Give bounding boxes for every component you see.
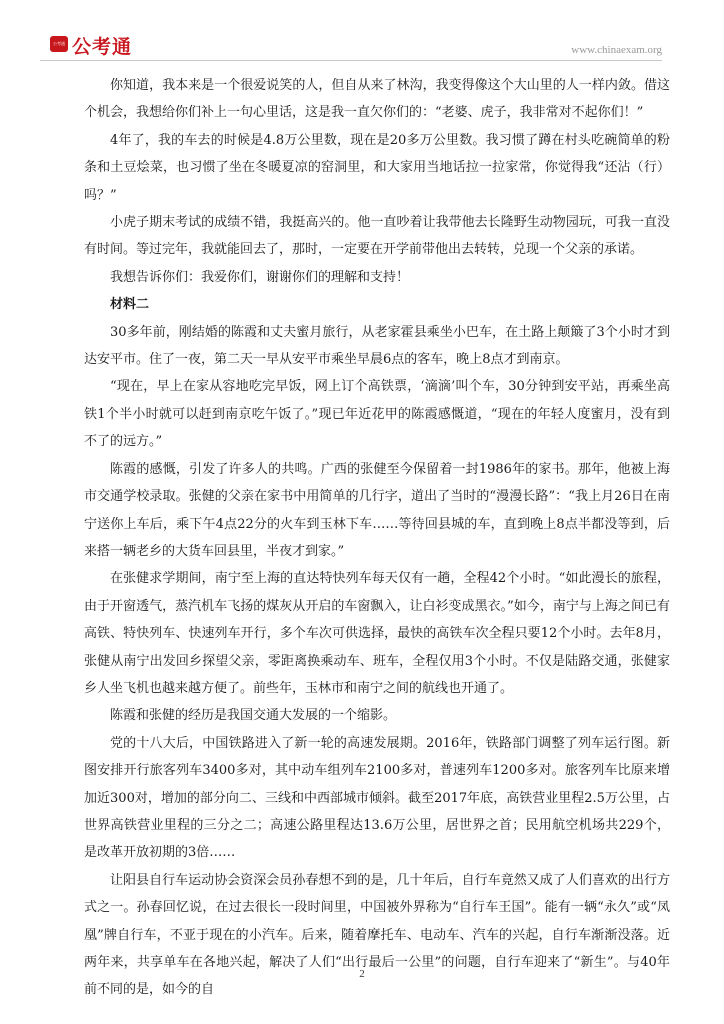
paragraph: 你知道，我本来是一个很爱说笑的人，但自从来了林沟，我变得像这个大山里的人一样内敛。借这个机会，我想给你们补上一句心里话，这是我一直欠你们的：“老婆、虎子，我非常对不起你们！”	[84, 78, 670, 121]
logo-badge: 公考通	[50, 36, 68, 52]
page-number: 2	[359, 968, 365, 980]
paragraph: 党的十八大后，中国铁路进入了新一轮的高速发展期。2016年，铁路部门调整了列车运行图。新图安排开行旅客列车3400多对，其中动车组列车2100多对，普速列车1200多对。旅客列车比原来增加近300对，增加的部分向二、三线和中西部城市倾斜。截至2017年底，高铁营业里程2.5万公里，占世界高铁营业里程的三分之二；高速公路里程达13.6万公里，居世界之首；民用航空机场共229个，是改革开放初期的3倍……	[84, 735, 670, 861]
section-heading: 材料二	[110, 297, 150, 313]
page-header	[40, 30, 662, 62]
logo-text: 公考通	[72, 36, 133, 58]
document-body	[84, 72, 670, 1004]
header-divider	[40, 60, 662, 61]
paragraph: 我想告诉你们：我爱你们，谢谢你们的理解和支持！	[110, 269, 410, 285]
paragraph: 陈霞和张健的经历是我国交通大发展的一个缩影。	[110, 708, 397, 724]
paragraph: 30多年前，刚结婚的陈霞和丈夫蜜月旅行，从老家霍县乘坐小巴车，在土路上颠簸了3个小时才到达安平市。住了一夜，第二天一早从安平市乘坐早晨6点的客车，晚上8点才到南京。	[84, 324, 670, 368]
paragraph: 让阳县自行车运动协会资深会员孙春想不到的是，几十年后，自行车竟然又成了人们喜欢的出行方式之一。孙春回忆说，在过去很长一段时间里，中国被外界称为“自行车王国”。能有一辆“永久”或“凤凰”牌自行车，不亚于现在的小汽车。后来，随着摩托车、电动车、汽车的兴起，自行车渐渐没落。近两年来，共享单车在各地兴起，解决了人们“出行最后一公里”的问题，自行车迎来了“新生”。与40年前不同的是，如今的自	[84, 872, 670, 998]
paragraph: 4年了，我的车去的时候是4.8万公里数，现在是20多万公里数。我习惯了蹲在村头吃碗简单的粉条和土豆烩菜，也习惯了坐在冬暖夏凉的窑洞里，和大家用当地话拉一拉家常，你觉得我“还沾（行）吗？”	[84, 132, 670, 203]
paragraph: “现在，早上在家从容地吃完早饭，网上订个高铁票，‘滴滴’叫个车，30分钟到安平站，再乘坐高铁1个半小时就可以赶到南京吃午饭了。”现已年近花甲的陈霞感慨道，“现在的年轻人度蜜月，没有到不了的远方。”	[84, 379, 670, 450]
paragraph: 陈霞的感慨，引发了许多人的共鸣。广西的张健至今保留着一封1986年的家书。那年，他被上海市交通学校录取。张健的父亲在家书中用简单的几行字，道出了当时的“漫漫长路”：“我上月26日在南宁送你上车后，乘下午4点22分的火车到玉林下车……等待回县城的车，直到晚上8点半都没等到，后来搭一辆老乡的大货车回县里，半夜才到家。”	[84, 461, 670, 559]
paragraph: 小虎子期末考试的成绩不错，我挺高兴的。他一直吵着让我带他去长隆野生动物园玩，可我一直没有时间。等过完年，我就能回去了，那时，一定要在开学前带他出去转转，兑现一个父亲的承诺。	[84, 215, 670, 258]
paragraph: 在张健求学期间，南宁至上海的直达特快列车每天仅有一趟，全程42个小时。“如此漫长的旅程，由于开窗透气，蒸汽机车飞扬的煤灰从开启的车窗飘入，让白衫变成黑衣。”如今，南宁与上海之间已有高铁、特快列车、快速列车开行，多个车次可供选择，最快的高铁车次全程只要12个小时。去年8月，张健从南宁出发回乡探望父亲，零距离换乘动车、班车，全程仅用3个小时。不仅是陆路交通，张健家乡人坐飞机也越来越方便了。前些年，玉林市和南宁之间的航线也开通了。	[84, 571, 670, 696]
site-url: www.chinaexam.org	[571, 44, 662, 56]
